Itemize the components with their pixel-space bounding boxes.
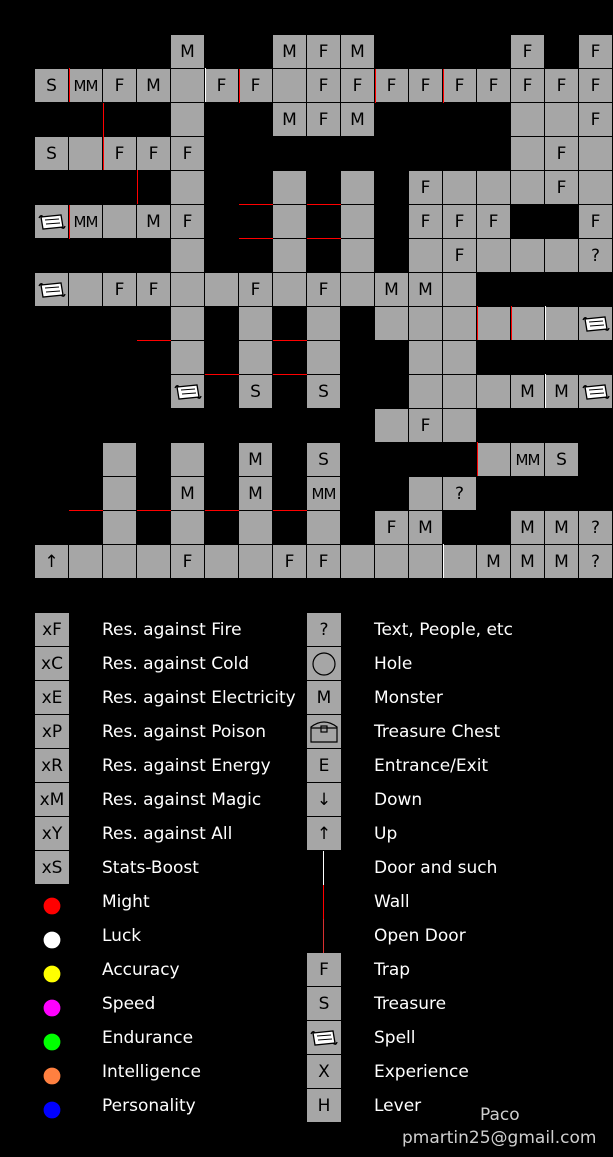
wall [443, 69, 444, 103]
trap-cell: F [409, 205, 443, 239]
open-door-line-icon [323, 919, 324, 953]
legend_right-label: Treasure [374, 994, 447, 1014]
wall [137, 170, 138, 204]
map-cell [171, 341, 205, 375]
text-cell: ? [579, 545, 613, 579]
legend_right-swatch: ? [307, 613, 341, 647]
legend_right-label: Open Door [374, 926, 466, 946]
monster-cell: M [239, 477, 273, 511]
wall [375, 69, 376, 103]
map-cell [171, 443, 205, 477]
wall [273, 374, 307, 375]
potion-icon [35, 953, 69, 987]
trap-cell: F [239, 69, 273, 103]
map-cell [545, 307, 579, 341]
trap-cell: F [307, 273, 341, 307]
wall [69, 68, 70, 102]
trap-cell: F [273, 545, 307, 579]
monster-cell: M [409, 511, 443, 545]
map-cell [375, 409, 409, 443]
door [205, 68, 206, 102]
trap-cell: F [409, 409, 443, 443]
monster-cell: M [137, 205, 171, 239]
trap-cell: F [137, 137, 171, 171]
map-cell [341, 273, 375, 307]
legend_right-swatch: F [307, 953, 341, 987]
potion-icon [35, 885, 69, 919]
hole-icon [307, 647, 341, 681]
legend_left-label: Res. against Cold [102, 654, 250, 674]
text-cell: ? [443, 477, 477, 511]
text-cell: ? [579, 511, 613, 545]
legend_left-label: Endurance [102, 1028, 194, 1048]
map-cell [239, 511, 273, 545]
map-cell [103, 205, 137, 239]
map-cell [511, 171, 545, 205]
legend_left-swatch: xP [35, 715, 69, 749]
map-cell [477, 443, 511, 477]
treasure-cell: S [545, 443, 579, 477]
map-cell [409, 477, 443, 511]
map-cell [239, 307, 273, 341]
author-name: Paco [480, 1105, 520, 1125]
trap-cell: F [307, 69, 341, 103]
treasure-cell: S [35, 137, 69, 171]
legend_left-label: Res. against Energy [102, 756, 271, 776]
map-cell [477, 375, 511, 409]
map-cell [171, 273, 205, 307]
map-cell [307, 511, 341, 545]
map-cell [579, 137, 613, 171]
trap-cell: F [307, 545, 341, 579]
door [443, 544, 444, 578]
map-cell [511, 307, 545, 341]
legend_left-label: Speed [102, 994, 156, 1014]
trap-cell: F [409, 69, 443, 103]
potion-icon [35, 1055, 69, 1089]
legend_left-swatch: xM [35, 783, 69, 817]
map-cell [443, 171, 477, 205]
legend_left-swatch: xY [35, 817, 69, 851]
map-cell [511, 137, 545, 171]
legend_right-label: Experience [374, 1062, 469, 1082]
map-cell [443, 375, 477, 409]
spell-cell [579, 307, 613, 341]
wall [69, 205, 70, 239]
treasure-cell: S [35, 69, 69, 103]
trap-cell: F [341, 69, 375, 103]
monsters-cell: MM [69, 205, 103, 239]
monster-cell: M [511, 545, 545, 579]
legend_left-swatch: xS [35, 851, 69, 885]
map-cell [409, 307, 443, 341]
treasure-cell: S [307, 375, 341, 409]
map-cell [171, 511, 205, 545]
map-cell [579, 171, 613, 205]
map-cell [409, 341, 443, 375]
map-cell [69, 545, 103, 579]
trap-cell: F [443, 239, 477, 273]
monster-cell: M [273, 103, 307, 137]
wall [511, 306, 512, 340]
wall [273, 340, 307, 341]
map-cell [273, 69, 307, 103]
wall [239, 69, 240, 103]
map-cell [307, 341, 341, 375]
map-cell [511, 103, 545, 137]
map-cell [273, 205, 307, 239]
monster-cell: M [375, 273, 409, 307]
map-cell [171, 69, 205, 103]
monster-cell: M [511, 511, 545, 545]
wall [239, 204, 273, 205]
map-cell [171, 307, 205, 341]
monster-cell: M [273, 35, 307, 69]
map-cell [545, 103, 579, 137]
legend_right-swatch: E [307, 749, 341, 783]
legend_left-swatch: xF [35, 613, 69, 647]
wall [477, 306, 478, 340]
potion-icon [35, 919, 69, 953]
trap-cell: F [103, 137, 137, 171]
legend_left-label: Res. against Fire [102, 620, 242, 640]
map-cell [273, 273, 307, 307]
map-cell [137, 545, 171, 579]
treasure-cell: S [307, 443, 341, 477]
potion-icon [35, 1021, 69, 1055]
legend_left-label: Stats-Boost [102, 858, 199, 878]
trap-cell: F [409, 171, 443, 205]
map-cell [443, 307, 477, 341]
spell-icon [307, 1021, 341, 1055]
legend_right-swatch: ↑ [307, 817, 341, 851]
wall [307, 238, 341, 239]
monster-cell: M [171, 477, 205, 511]
potion-icon [35, 1089, 69, 1123]
trap-cell: F [171, 545, 205, 579]
trap-cell: F [137, 273, 171, 307]
legend_right-label: Hole [374, 654, 413, 674]
monster-cell: M [545, 375, 579, 409]
monster-cell: M [511, 375, 545, 409]
trap-cell: F [443, 205, 477, 239]
trap-cell: F [239, 273, 273, 307]
spell-cell [171, 375, 205, 409]
up-stairs-cell: ↑ [35, 545, 69, 579]
map-cell [307, 307, 341, 341]
spell-cell [35, 205, 69, 239]
map-cell [477, 239, 511, 273]
map-cell [103, 477, 137, 511]
wall [137, 340, 171, 341]
trap-cell: F [375, 511, 409, 545]
map-cell [341, 205, 375, 239]
legend_right-label: Text, People, etc [374, 620, 513, 640]
monsters-cell: MM [307, 477, 341, 511]
trap-cell: F [579, 205, 613, 239]
wall [103, 136, 104, 170]
map-cell [103, 545, 137, 579]
map-cell [443, 545, 477, 579]
trap-cell: F [443, 69, 477, 103]
wall [205, 374, 239, 375]
map-cell [375, 307, 409, 341]
legend_left-swatch: xR [35, 749, 69, 783]
trap-cell: F [545, 171, 579, 205]
map-cell [477, 307, 511, 341]
legend_left-swatch: xE [35, 681, 69, 715]
map-cell [273, 171, 307, 205]
potion-icon [35, 987, 69, 1021]
legend_left-label: Res. against All [102, 824, 233, 844]
trap-cell: F [579, 103, 613, 137]
author-email: pmartin25@gmail.com [402, 1128, 597, 1148]
monster-cell: M [341, 103, 375, 137]
map-cell [341, 171, 375, 205]
legend_right-label: Wall [374, 892, 410, 912]
legend_right-swatch: H [307, 1089, 341, 1123]
map-cell [409, 375, 443, 409]
trap-cell: F [171, 205, 205, 239]
legend_right-label: Up [374, 824, 398, 844]
trap-cell: F [307, 35, 341, 69]
trap-cell: F [307, 103, 341, 137]
trap-cell: F [103, 69, 137, 103]
map-cell [341, 239, 375, 273]
legend_right-label: Down [374, 790, 423, 810]
monster-cell: M [545, 545, 579, 579]
legend_left-label: Res. against Poison [102, 722, 267, 742]
map-cell [103, 443, 137, 477]
wall [477, 442, 478, 476]
map-cell [341, 545, 375, 579]
trap-cell: F [545, 137, 579, 171]
monster-cell: M [239, 443, 273, 477]
legend_right-label: Door and such [374, 858, 498, 878]
trap-cell: F [579, 35, 613, 69]
door-line-swatch [307, 851, 341, 885]
wall [137, 510, 171, 511]
legend_left-label: Intelligence [102, 1062, 201, 1082]
monster-cell: M [171, 35, 205, 69]
legend_right-swatch: M [307, 681, 341, 715]
trap-cell: F [205, 69, 239, 103]
map-cell [443, 409, 477, 443]
trap-cell: F [171, 137, 205, 171]
legend_left-label: Accuracy [102, 960, 180, 980]
map-cell [443, 273, 477, 307]
legend_right-label: Treasure Chest [374, 722, 501, 742]
trap-cell: F [511, 35, 545, 69]
legend_right-swatch: S [307, 987, 341, 1021]
monster-cell: M [341, 35, 375, 69]
map-cell [477, 171, 511, 205]
trap-cell: F [579, 69, 613, 103]
trap-cell: F [511, 69, 545, 103]
legend_left-label: Personality [102, 1096, 196, 1116]
treasure-cell: S [239, 375, 273, 409]
map-cell [69, 137, 103, 171]
monster-cell: M [545, 511, 579, 545]
map-cell [171, 103, 205, 137]
legend_right-swatch: ↓ [307, 783, 341, 817]
wall [273, 510, 307, 511]
trap-cell: F [545, 69, 579, 103]
trap-cell: F [477, 205, 511, 239]
legend_right-label: Entrance/Exit [374, 756, 489, 776]
trap-cell: F [477, 69, 511, 103]
door [545, 306, 546, 340]
legend_right-label: Spell [374, 1028, 416, 1048]
map-cell [239, 545, 273, 579]
wall [69, 510, 103, 511]
wall-line-icon [323, 885, 324, 919]
map-cell [545, 239, 579, 273]
door-line-icon [323, 851, 324, 885]
legend_right-label: Monster [374, 688, 443, 708]
legend_left-label: Might [102, 892, 150, 912]
monster-cell: M [409, 273, 443, 307]
monsters-cell: MM [511, 443, 545, 477]
map-cell [171, 171, 205, 205]
map-cell [205, 273, 239, 307]
map-cell [409, 239, 443, 273]
wall [307, 204, 341, 205]
open-door-line-swatch [307, 919, 341, 953]
map-cell [69, 273, 103, 307]
monsters-cell: MM [69, 69, 103, 103]
legend_right-label: Trap [374, 960, 411, 980]
trap-cell: F [375, 69, 409, 103]
legend_right-swatch: X [307, 1055, 341, 1089]
door [545, 374, 546, 408]
legend_left-label: Luck [102, 926, 142, 946]
map-cell [239, 341, 273, 375]
spell-cell [579, 375, 613, 409]
spell-cell [35, 273, 69, 307]
wall-line-swatch [307, 885, 341, 919]
legend_right-label: Lever [374, 1096, 422, 1116]
legend_left-label: Res. against Magic [102, 790, 262, 810]
map-cell [375, 545, 409, 579]
monster-cell: M [477, 545, 511, 579]
chest-icon [307, 715, 341, 749]
map-cell [171, 239, 205, 273]
wall [205, 510, 239, 511]
wall [239, 238, 273, 239]
text-cell: ? [579, 239, 613, 273]
legend_left-label: Res. against Electricity [102, 688, 296, 708]
map-cell [205, 545, 239, 579]
map-cell [103, 511, 137, 545]
map-cell [443, 341, 477, 375]
map-cell [273, 239, 307, 273]
legend_left-swatch: xC [35, 647, 69, 681]
monster-cell: M [137, 69, 171, 103]
wall [103, 103, 104, 137]
map-cell [511, 239, 545, 273]
trap-cell: F [103, 273, 137, 307]
map-cell [409, 545, 443, 579]
